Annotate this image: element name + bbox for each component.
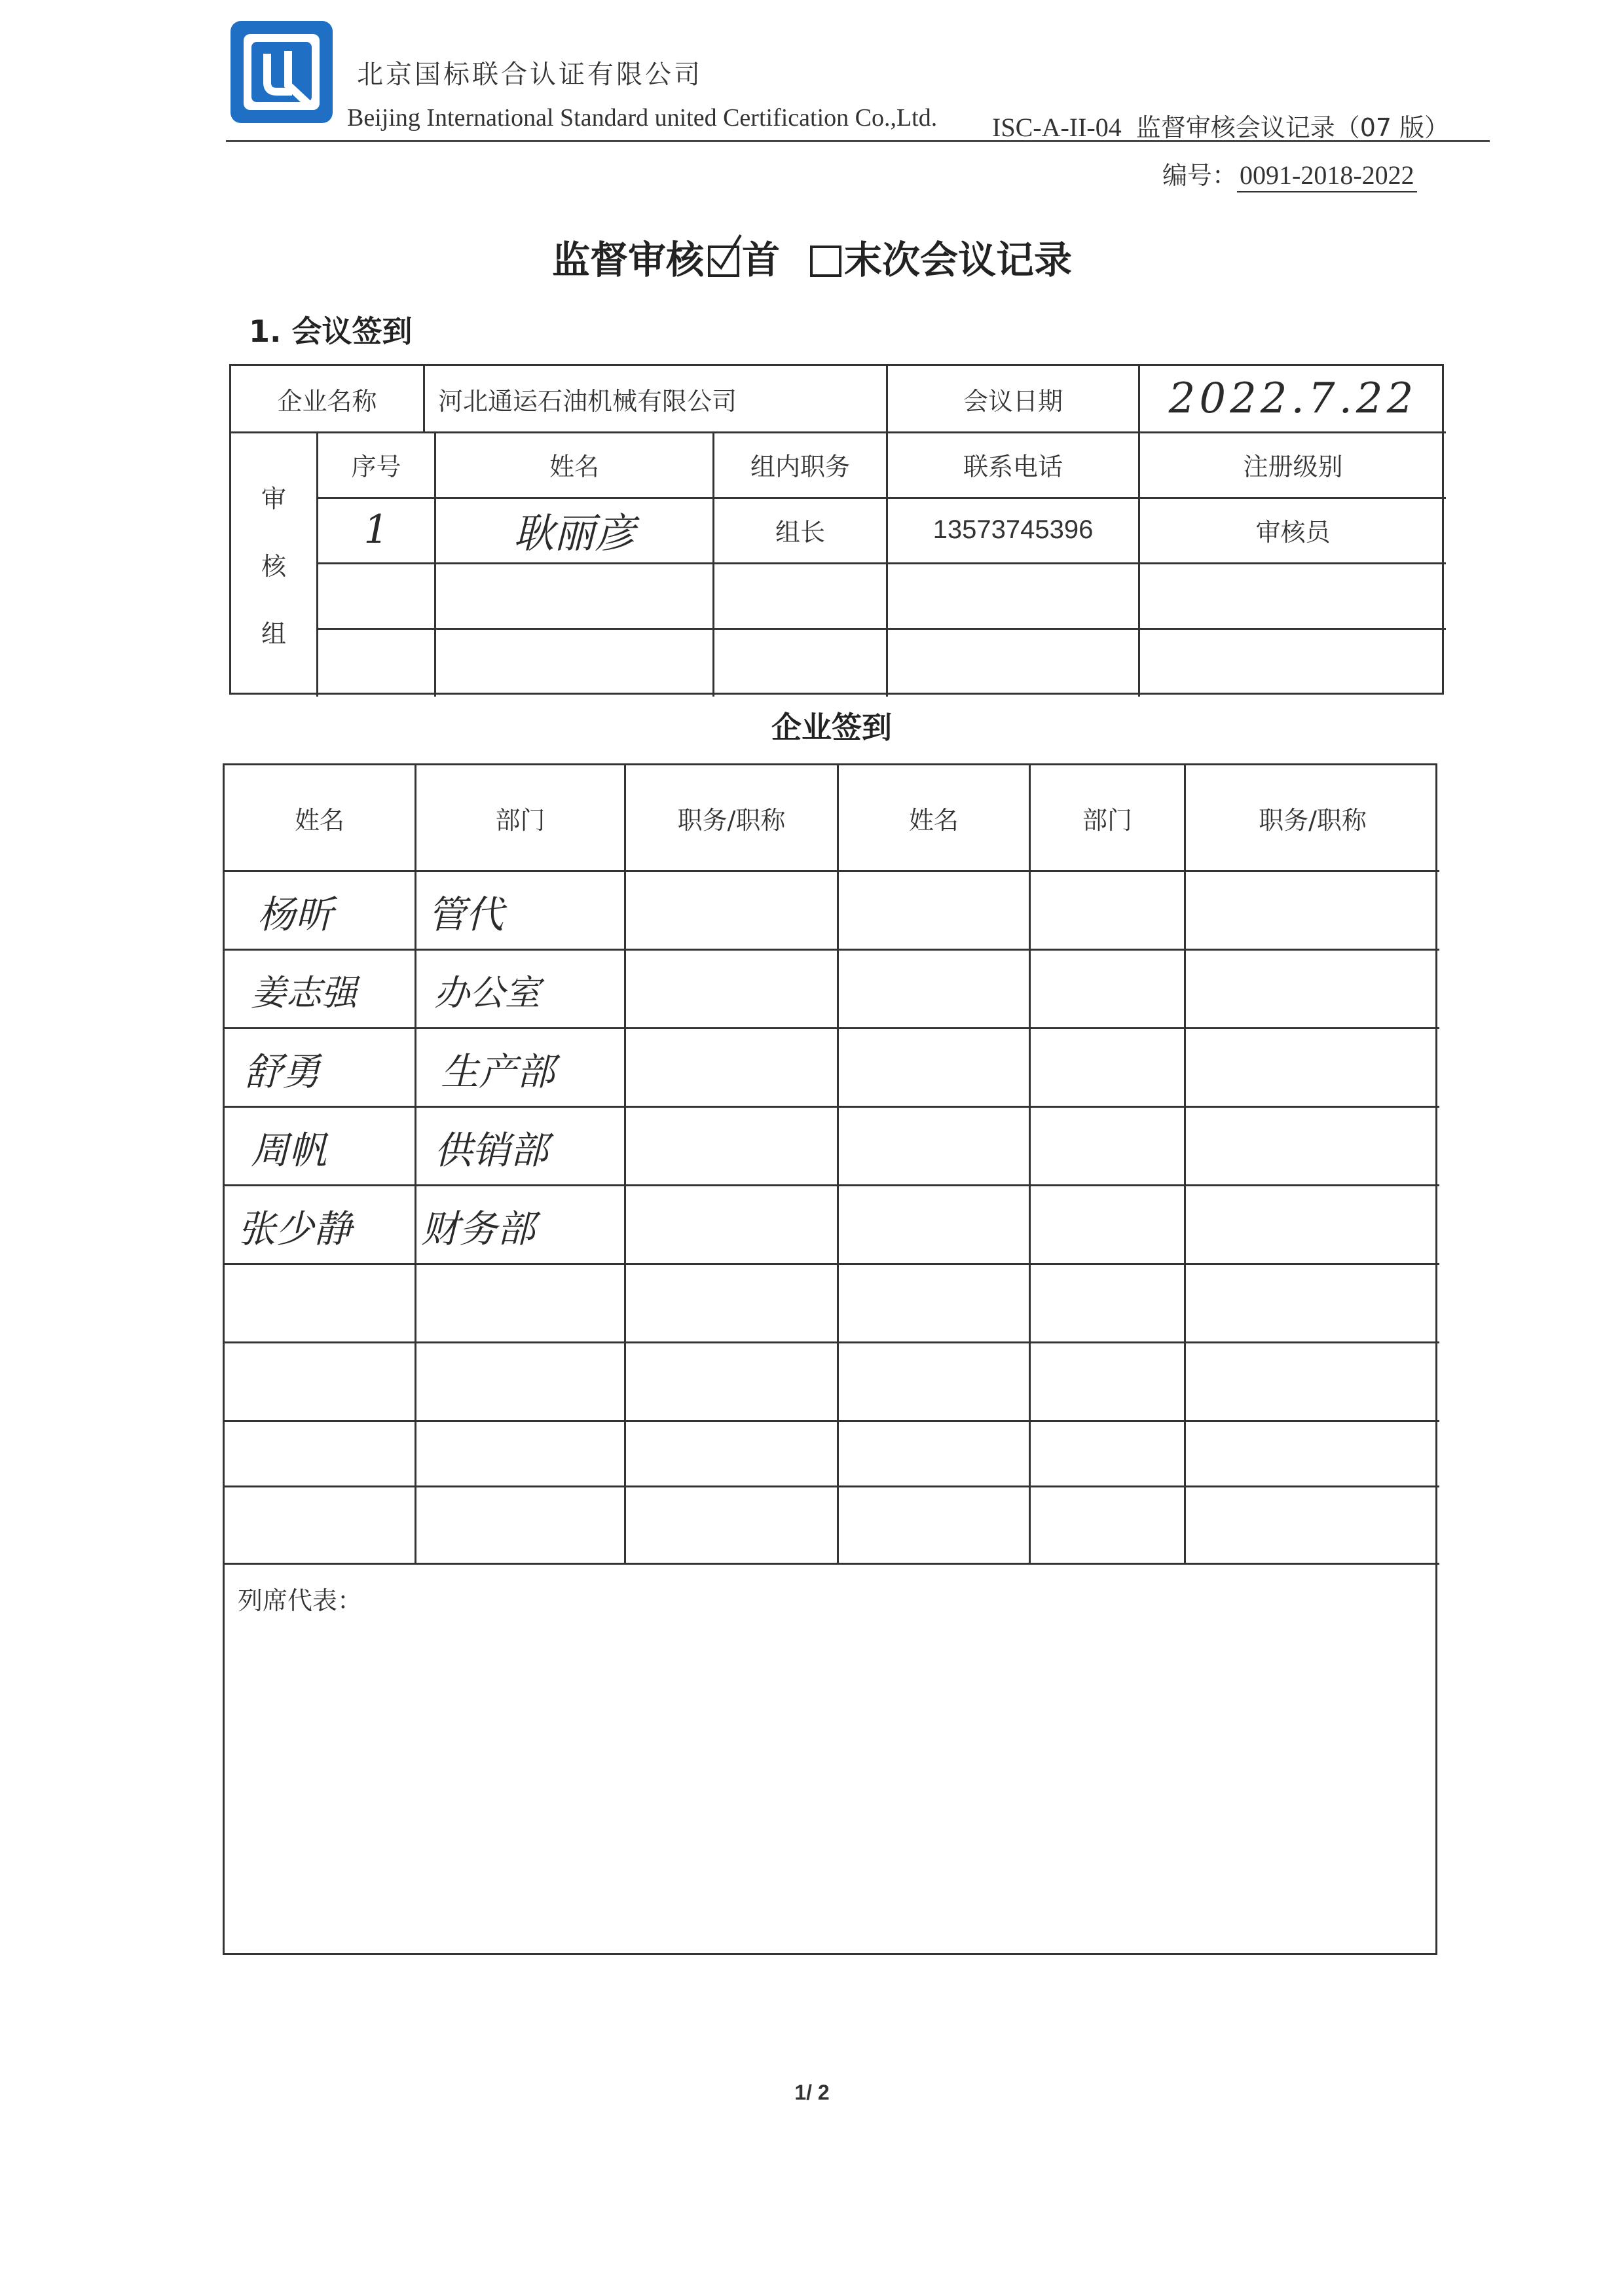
signature-dept: 办公室 <box>434 972 540 1013</box>
col-header-title-1: 职务/职称 <box>677 805 786 835</box>
signature-name: 周帆 <box>251 1128 327 1173</box>
serial-number <box>1162 155 1417 191</box>
title-option-first: 首 <box>741 238 780 282</box>
company-value: 河北通运石油机械有限公司 <box>438 386 737 416</box>
company-label: 企业名称 <box>277 386 377 416</box>
doc-code-value: ISC-A-II-04 <box>992 113 1122 142</box>
col-header-name-2: 姓名 <box>908 805 959 835</box>
company-name-en: Beijing International Standard united Certification Co.,Ltd. <box>347 104 938 132</box>
serial-value: 0091-2018-2022 <box>1237 160 1417 192</box>
auditor-phone: 13573745396 <box>932 515 1094 544</box>
meeting-date-label: 会议日期 <box>963 386 1063 416</box>
isc-logo-icon <box>229 20 334 124</box>
doc-name: 监督审核会议记录（07 版） <box>1135 113 1450 142</box>
signature-name: 杨昕 <box>257 892 334 937</box>
col-header-level: 注册级别 <box>1243 452 1343 481</box>
col-header-phone: 联系电话 <box>963 452 1063 481</box>
signature-name: 张少静 <box>238 1207 352 1251</box>
audit-group-label: 审 核 组 <box>261 484 286 648</box>
signature-dept: 供销部 <box>434 1128 549 1173</box>
signature-dept: 生产部 <box>441 1049 555 1094</box>
signature-dept: 管代 <box>428 892 504 937</box>
title-option-last: 末次会议记录 <box>844 238 1073 282</box>
title-prefix: 监督审核 <box>551 238 704 282</box>
meeting-date-value: 2022.7.22 <box>1168 374 1418 423</box>
page-number: 1/ 2 <box>794 2081 830 2104</box>
col-header-name-1: 姓名 <box>294 805 344 835</box>
checkbox-first-meeting[interactable] <box>708 246 739 277</box>
signature-dept: 财务部 <box>421 1207 536 1251</box>
enterprise-signin-heading: 企业签到 <box>771 710 892 745</box>
col-header-name: 姓名 <box>549 452 599 481</box>
company-name-cn: 北京国标联合认证有限公司 <box>357 60 703 90</box>
auditor-role: 组长 <box>775 517 825 547</box>
auditor-no: 1 <box>363 507 389 553</box>
col-header-title-2: 职务/职称 <box>1259 805 1367 835</box>
signature-name: 舒勇 <box>244 1049 321 1094</box>
signature-name: 姜志强 <box>251 972 357 1013</box>
audit-team-table <box>229 364 1444 695</box>
col-header-dept-2: 部门 <box>1082 805 1132 835</box>
col-header-dept-1: 部门 <box>495 805 545 835</box>
col-header-no: 序号 <box>351 452 401 481</box>
section-heading: 1. 会议签到 <box>249 314 413 349</box>
enterprise-signin-table <box>223 763 1437 1955</box>
col-header-role: 组内职务 <box>750 452 850 481</box>
page-title <box>0 229 1624 284</box>
header-divider <box>226 140 1490 142</box>
auditor-name: 耿丽彦 <box>513 509 635 557</box>
auditor-level: 审核员 <box>1255 517 1331 547</box>
checkbox-last-meeting[interactable] <box>810 246 841 277</box>
serial-label: 编号： <box>1162 161 1238 190</box>
check-mark-icon <box>708 239 745 276</box>
attendees-label: 列席代表： <box>238 1586 363 1615</box>
document-code <box>992 107 1449 143</box>
